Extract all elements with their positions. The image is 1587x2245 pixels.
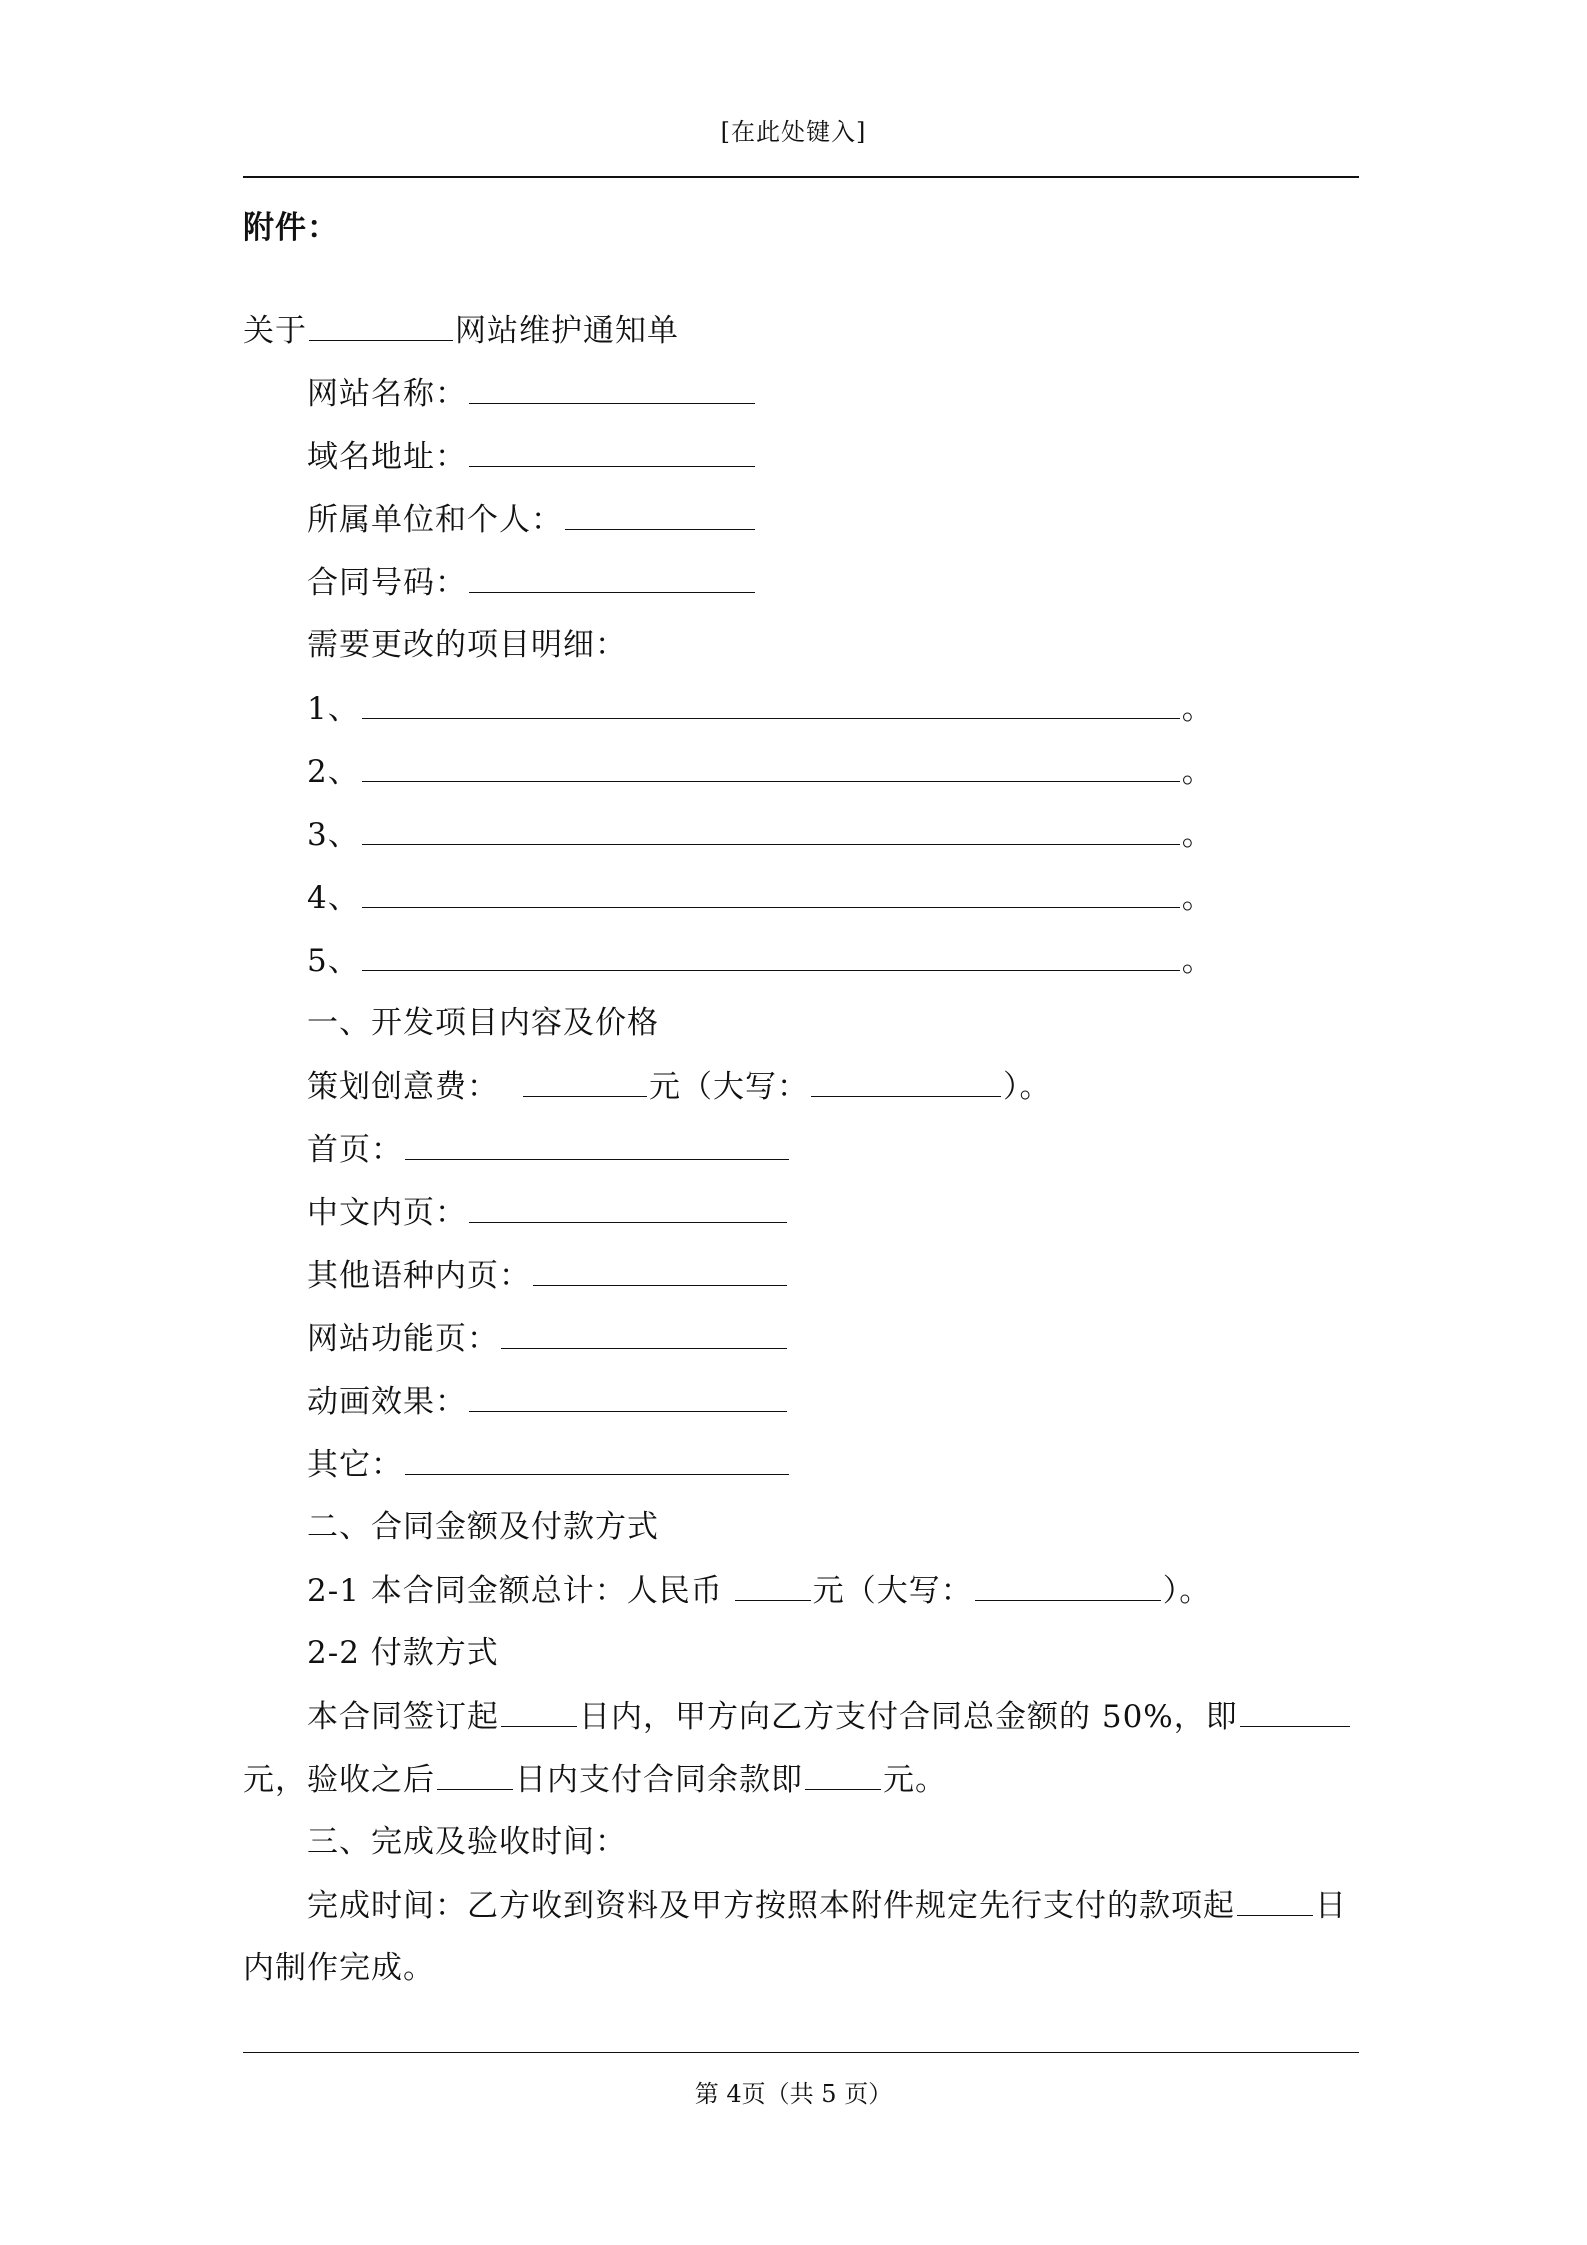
contract-total-capital-blank	[975, 1570, 1161, 1601]
payment-para1-b: 日内，甲方向乙方支付合同总金额的 50%，即	[579, 1699, 1238, 1735]
change-item	[307, 751, 1214, 792]
section2-title: 二、合同金额及付款方式	[307, 1509, 659, 1545]
change-item-end: 。	[1181, 754, 1214, 790]
fee-animation	[307, 1381, 789, 1422]
payment-para-line1	[307, 1696, 1352, 1737]
fee-cn-inner-blank	[469, 1192, 787, 1223]
field-owner	[307, 499, 757, 540]
change-items-label: 需要更改的项目明细：	[307, 627, 627, 663]
change-item-number: 3、	[307, 817, 360, 853]
payment-para-line2	[243, 1759, 947, 1800]
change-item-blank	[362, 877, 1180, 908]
payment-para2-b: 日内支付合同余款即	[515, 1762, 803, 1798]
section1-title: 一、开发项目内容及价格	[307, 1005, 659, 1041]
domain-blank	[469, 436, 755, 467]
owner-blank	[565, 499, 755, 530]
site-name-label: 网站名称：	[307, 376, 467, 412]
fee-animation-blank	[469, 1381, 787, 1412]
completion-line1	[307, 1885, 1347, 1926]
payment-amount-blank	[1240, 1696, 1350, 1727]
fee-other	[307, 1444, 791, 1485]
change-item-blank	[362, 751, 1180, 782]
contract-no-blank	[469, 562, 755, 593]
fee-other-blank	[405, 1444, 789, 1475]
change-item	[307, 688, 1214, 729]
planning-fee	[307, 1066, 1052, 1107]
change-item-number: 5、	[307, 943, 360, 979]
change-item-end: 。	[1181, 691, 1214, 727]
attachment-heading: 附件：	[243, 210, 339, 246]
completion-line1-a: 完成时间：乙方收到资料及甲方按照本附件规定先行支付的款项起	[307, 1888, 1235, 1924]
notice-name-blank	[309, 310, 453, 341]
change-item-end: 。	[1181, 817, 1214, 853]
fee-cn-inner-label: 中文内页：	[307, 1195, 467, 1231]
change-item-end: 。	[1181, 880, 1214, 916]
planning-fee-yuan: 元（大写：	[649, 1069, 809, 1105]
fee-function-page	[307, 1318, 789, 1359]
planning-fee-close: ）。	[1003, 1069, 1052, 1105]
contract-total-yuan: 元（大写：	[812, 1573, 973, 1609]
fee-home	[307, 1129, 791, 1170]
fee-function-page-label: 网站功能页：	[307, 1321, 499, 1357]
change-item	[307, 814, 1214, 855]
change-item	[307, 940, 1214, 981]
fee-other-lang-blank	[533, 1255, 787, 1286]
header-rule	[243, 176, 1359, 178]
contract-total	[307, 1570, 1211, 1611]
contract-total-blank	[735, 1570, 811, 1601]
planning-fee-capital-blank	[811, 1066, 1001, 1097]
payment-title: 2-2 付款方式	[307, 1635, 499, 1671]
fee-cn-inner	[307, 1192, 789, 1233]
acceptance-days-blank	[437, 1759, 513, 1790]
contract-no-label: 合同号码：	[307, 565, 467, 601]
change-item-blank	[362, 940, 1180, 971]
completion-line2: 内制作完成。	[243, 1950, 435, 1986]
page-header: [在此处键入]	[720, 118, 867, 146]
change-item-blank	[362, 688, 1180, 719]
payment-days-blank	[501, 1696, 577, 1727]
section3-title: 三、完成及验收时间：	[307, 1824, 627, 1860]
field-domain	[307, 436, 757, 477]
fee-function-page-blank	[501, 1318, 787, 1349]
contract-total-close: ）。	[1162, 1573, 1212, 1609]
change-item-number: 4、	[307, 880, 360, 916]
payment-para2-a: 元，验收之后	[243, 1762, 435, 1798]
field-contract-no	[307, 562, 757, 603]
fee-other-lang	[307, 1255, 789, 1296]
completion-days-blank	[1237, 1885, 1313, 1916]
change-item-end: 。	[1181, 943, 1214, 979]
payment-para2-c: 元。	[883, 1762, 947, 1798]
fee-other-label: 其它：	[307, 1447, 403, 1483]
fee-home-label: 首页：	[307, 1132, 403, 1168]
notice-prefix: 关于	[243, 313, 307, 349]
planning-fee-label: 策划创意费：	[307, 1069, 499, 1105]
site-name-blank	[469, 373, 755, 404]
fee-home-blank	[405, 1129, 789, 1160]
planning-fee-blank	[523, 1066, 647, 1097]
fee-other-lang-label: 其他语种内页：	[307, 1258, 531, 1294]
change-item-number: 2、	[307, 754, 360, 790]
notice-suffix: 网站维护通知单	[455, 313, 679, 349]
domain-label: 域名地址：	[307, 439, 467, 475]
completion-line1-b: 日	[1315, 1888, 1347, 1924]
change-item-number: 1、	[307, 691, 360, 727]
fee-animation-label: 动画效果：	[307, 1384, 467, 1420]
owner-label: 所属单位和个人：	[307, 502, 563, 538]
contract-total-label: 2-1 本合同金额总计：人民币	[307, 1573, 723, 1609]
field-site-name	[307, 373, 757, 414]
change-item-blank	[362, 814, 1180, 845]
payment-para1-a: 本合同签订起	[307, 1699, 499, 1735]
change-item	[307, 877, 1214, 918]
footer-rule	[243, 2052, 1359, 2053]
page-footer: 第 4页（共 5 页）	[694, 2080, 893, 2108]
notice-title	[243, 310, 679, 351]
balance-blank	[805, 1759, 881, 1790]
